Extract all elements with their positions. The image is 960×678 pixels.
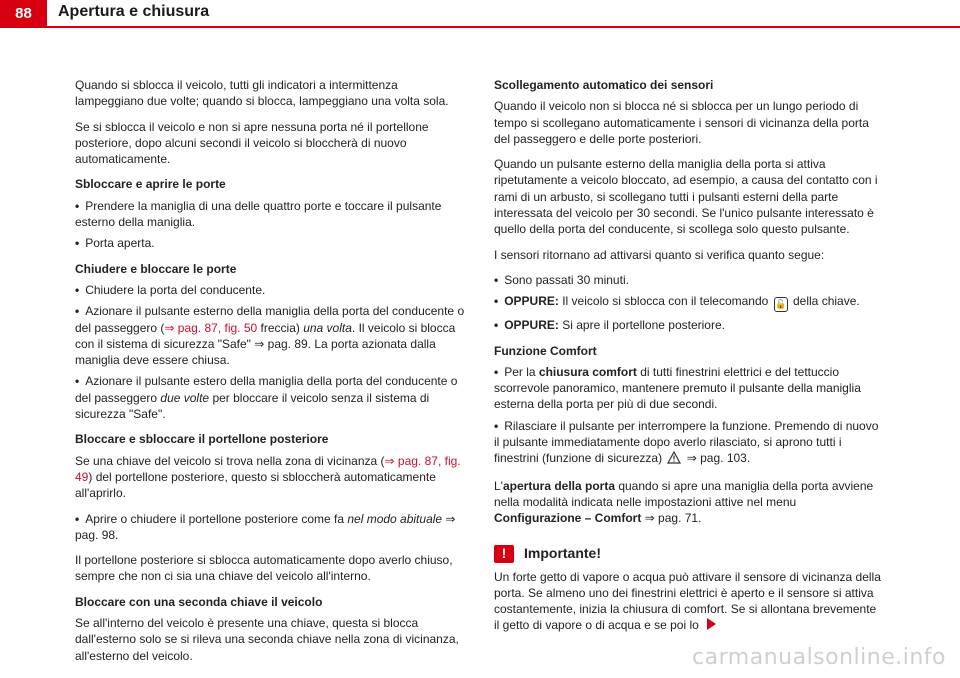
- section-heading-unlock: Sbloccare e aprire le porte: [75, 177, 226, 192]
- list-item: • Chiudere la porta del conducente.: [75, 282, 266, 297]
- chapter-title: Apertura e chiusura: [58, 3, 210, 20]
- right-column: [494, 77, 884, 643]
- section-heading-second-key: Bloccare con una seconda chiave il veicolo: [75, 594, 323, 609]
- important-title: Importante!: [524, 545, 601, 562]
- list-item: • OPPURE: Il veicolo si sblocca con il telecomando 🔓 della chiave.: [494, 293, 884, 312]
- warning-triangle-icon: [667, 451, 681, 468]
- paragraph: Se si sblocca il veicolo e non si apre nessuna porta né il portellone posteriore, dopo alcuni secondi il veicolo si bloccherà di nuovo automaticamente.: [75, 119, 429, 167]
- section-heading-lock: Chiudere e bloccare le porte: [75, 261, 237, 276]
- exclamation-icon: !: [494, 545, 514, 563]
- paragraph: Quando il veicolo non si blocca né si sblocca per un lungo periodo di tempo si scollegano automaticamente i sensori di vicinanza della porta del passeggero e delle porte posteriori.: [494, 99, 869, 146]
- page-reference-link[interactable]: ⇒ pag. 87, fig. 49: [75, 453, 461, 484]
- page-reference-link[interactable]: ⇒ pag. 87, fig. 50: [164, 320, 258, 335]
- list-item: • OPPURE: Si apre il portellone posteriore.: [494, 318, 725, 333]
- paragraph: Il portellone posteriore si sblocca automaticamente dopo averlo chiuso, sempre che non ci sia una chiave del veicolo all'interno.: [75, 553, 453, 584]
- list-item: • Porta aperta.: [75, 236, 155, 251]
- paragraph: Se all'interno del veicolo è presente una chiave, questa si blocca dall'esterno solo se si rileva una seconda chiave nella zona di vicinanza, all'esterno del veicolo.: [75, 616, 459, 663]
- important-text: Un forte getto di vapore o acqua può attivare il sensore di vicinanza della porta. Se almeno uno dei finestrini elettrici è aperto e il sensore si attiva costantemente, inizia la chiusura di comfort. Se si allontana brevemente il getto di vapore o di acqua e se poi lo: [494, 569, 881, 633]
- list-item: • Sono passati 30 minuti.: [494, 272, 629, 287]
- list-item: • Azionare il pulsante esterno della maniglia della porta del conducente o del passeggero (⇒ pag. 87, fig. 50 freccia) una volta. Il veicolo si blocca con il sistema di sicurezza "Safe" ⇒ pag. 89. La porta azionata dalla maniglia deve essere chiusa.: [75, 304, 465, 368]
- paragraph: Quando un pulsante esterno della maniglia della porta si attiva ripetutamente a veicolo bloccato, ad esempio, a causa del contatto con i rami di un arbusto, si scollegano tutti i pulsanti esterni della parte interessata del veicolo per 30 secondi. Se l'unico pulsante interessato è quello della porta del conducente, si scollega solo questo pulsante.: [494, 157, 878, 237]
- section-heading-comfort: Funzione Comfort: [494, 343, 597, 358]
- list-item: • Prendere la maniglia di una delle quattro porte e toccare il pulsante esterno della maniglia.: [75, 198, 442, 230]
- paragraph: Se una chiave del veicolo si trova nella zona di vicinanza (⇒ pag. 87, fig. 49) del portellone posteriore, questo si sbloccherà automaticamente all'aprirlo.: [75, 453, 461, 501]
- left-column: [75, 77, 465, 673]
- paragraph: L'apertura della porta quando si apre una maniglia della porta avviene nella modalità indicata nelle impostazioni attive nel menu Configurazione – Comfort ⇒ pag. 71.: [494, 478, 874, 526]
- page-header: [0, 0, 960, 28]
- paragraph: I sensori ritornano ad attivarsi quanto si verifica quanto segue:: [494, 247, 825, 262]
- list-item: • Azionare il pulsante estero della maniglia della porta del conducente o del passeggero due volte per bloccare il veicolo senza il sistema di sicurezza "Safe".: [75, 374, 458, 422]
- paragraph: Quando si sblocca il veicolo, tutti gli indicatori a intermittenza lampeggiano due volte; quando si blocca, lampeggiano una volta sola.: [75, 78, 449, 109]
- list-item: • Per la chiusura comfort di tutti finestrini elettrici e del tettuccio scorrevole panoramico, mantenere premuto il pulsante della maniglia esterna della porta per più di due secondi.: [494, 364, 861, 412]
- list-item: • Rilasciare il pulsante per interrompere la funzione. Premendo di nuovo il pulsante immediatamente dopo averlo rilasciato, si aprono tutti i finestrini (funzione di sicurezza) ⇒ pag. 103.: [494, 418, 884, 469]
- page-number: 88: [0, 0, 47, 27]
- section-heading-disconnect: Scollegamento automatico dei sensori: [494, 78, 714, 92]
- section-heading-tailgate: Bloccare e sbloccare il portellone posteriore: [75, 432, 329, 447]
- unlock-key-icon: 🔓: [774, 297, 788, 312]
- important-notice-header: [494, 545, 884, 563]
- header-divider: [0, 26, 960, 28]
- continue-arrow-icon: [707, 618, 716, 630]
- watermark: carmanualsonline.info: [692, 645, 946, 670]
- list-item: • Aprire o chiudere il portellone posteriore come fa nel modo abituale ⇒ pag. 98.: [75, 511, 456, 542]
